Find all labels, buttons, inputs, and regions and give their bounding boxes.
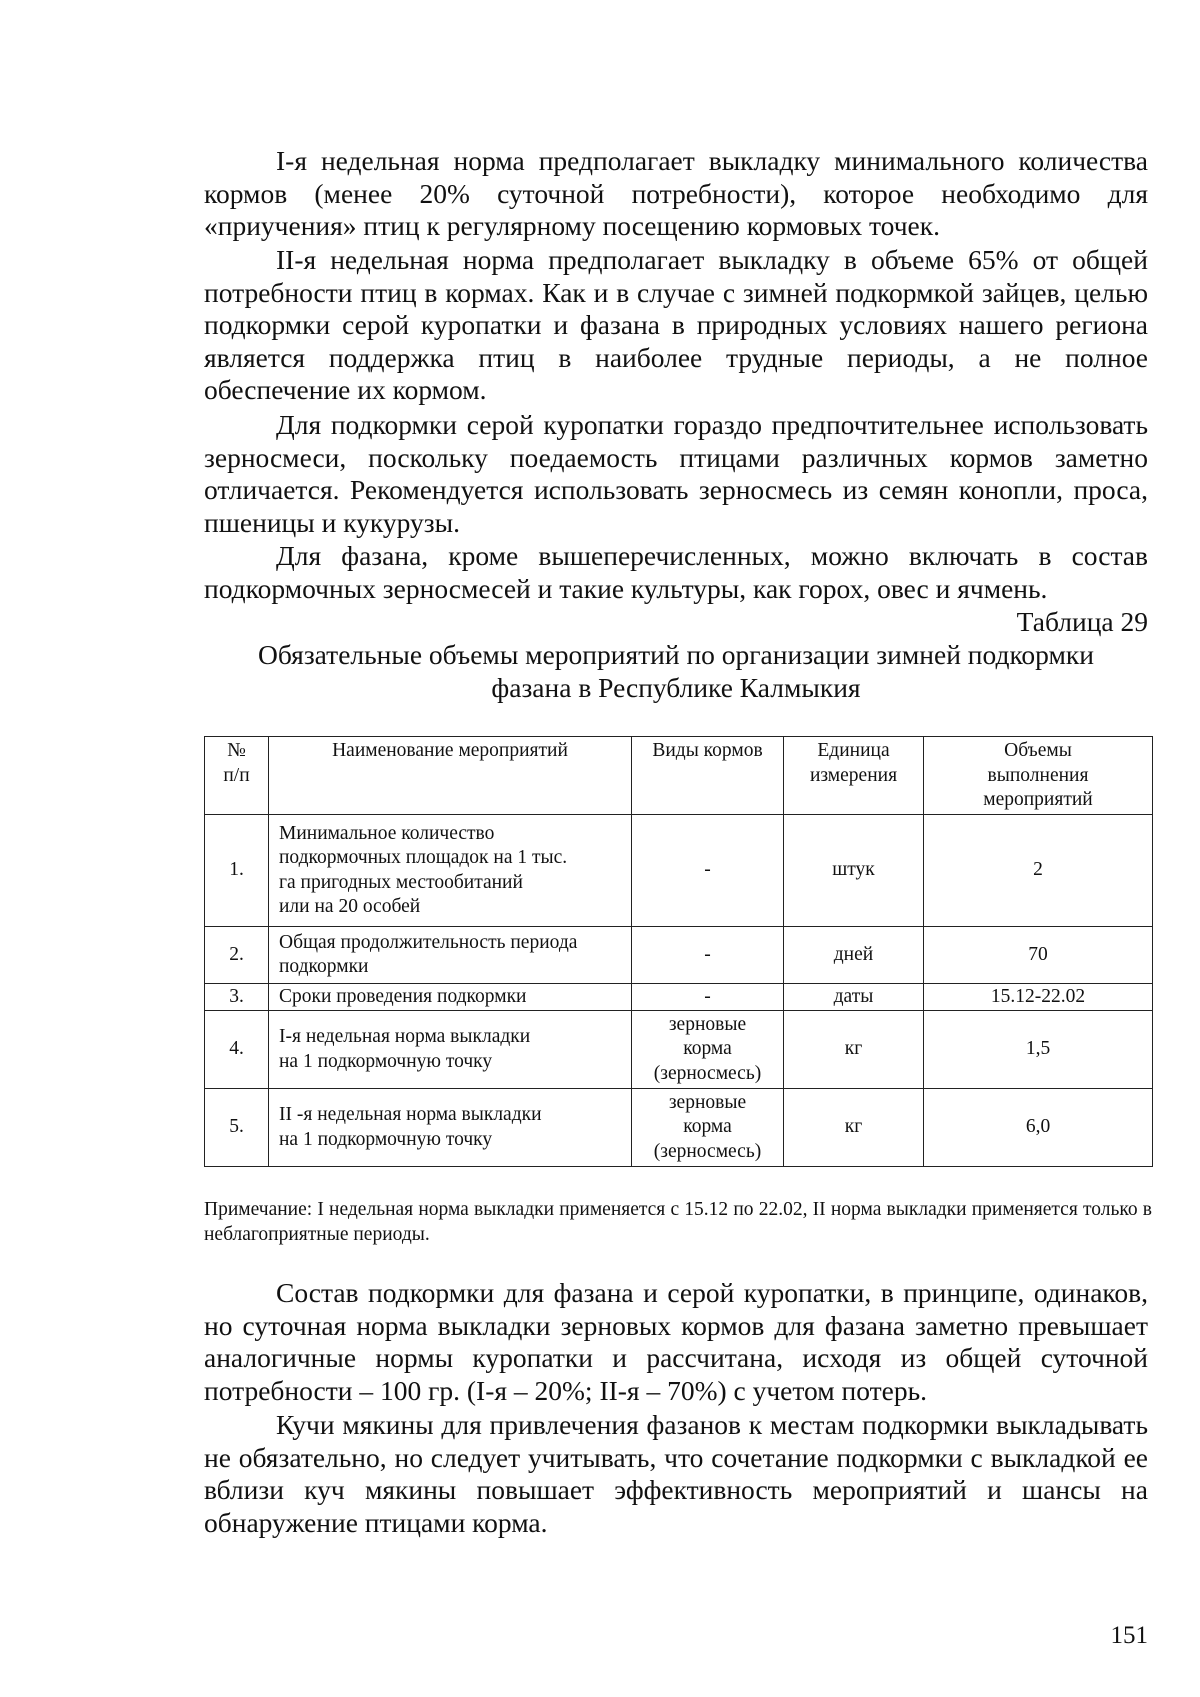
paragraph-chaff-piles: Кучи мякины для привлечения фазанов к местам подкормки выкладывать не обязательно, но следует учитывать, что сочетание подкормки с выкладкой ее вблизи куч мякины повышает эффективность мероприятий и шансы на обнаружение птицами корма. bbox=[204, 1409, 1148, 1538]
row-activity-name: I-я недельная норма выкладки на 1 подкормочную точку bbox=[269, 1011, 632, 1089]
row-volume: 6,0 bbox=[924, 1089, 1153, 1167]
table-row bbox=[205, 1011, 1153, 1089]
paragraph-second-week-norm: II-я недельная норма предполагает выкладку в объеме 65% от общей потребности птиц в кормах. Как и в случае с зимней подкормкой зайцев, целью подкормки серой куропатки и фазана в природных условиях нашего региона является поддержка птиц в наиболее трудные периоды, а не полное обеспечение их кормом. bbox=[204, 244, 1148, 406]
row-feed-type: зерновые корма (зерносмесь) bbox=[632, 1011, 784, 1089]
table-row bbox=[205, 927, 1153, 984]
paragraph-partridge-grain-mix: Для подкормки серой куропатки гораздо предпочтительнее использовать зерносмеси, поскольку поедаемость птицами различных кормов заметно отличается. Рекомендуется использовать зерносмесь из семян конопли, проса, пшеницы и кукурузы. bbox=[204, 409, 1148, 538]
row-number: 3. bbox=[205, 984, 269, 1011]
row-number: 1. bbox=[205, 815, 269, 927]
table-title-line: Обязательные объемы мероприятий по организации зимней подкормки bbox=[258, 639, 1094, 670]
page-number: 151 bbox=[1110, 1622, 1148, 1649]
row-unit: штук bbox=[784, 815, 924, 927]
row-volume: 2 bbox=[924, 815, 1153, 927]
row-volume: 1,5 bbox=[924, 1011, 1153, 1089]
table-row bbox=[205, 1089, 1153, 1167]
row-number: 4. bbox=[205, 1011, 269, 1089]
row-activity-name: Сроки проведения подкормки bbox=[269, 984, 632, 1011]
row-unit: кг bbox=[784, 1089, 924, 1167]
row-activity-name: II -я недельная норма выкладки на 1 подкормочную точку bbox=[269, 1089, 632, 1167]
table-note: Примечание: I недельная норма выкладки применяется с 15.12 по 22.02, II норма выкладки применяется только в неблагоприятные периоды. bbox=[204, 1199, 1152, 1245]
feeding-volumes-table bbox=[204, 736, 1153, 1167]
table-row bbox=[205, 984, 1153, 1011]
row-unit: дней bbox=[784, 927, 924, 984]
row-feed-type: зерновые корма (зерносмесь) bbox=[632, 1089, 784, 1167]
row-volume: 70 bbox=[924, 927, 1153, 984]
row-feed-type: - bbox=[632, 927, 784, 984]
paragraph-pheasant-crops: Для фазана, кроме вышеперечисленных, можно включать в состав подкормочных зерносмесей и такие культуры, как горох, овес и ячмень. bbox=[204, 540, 1148, 604]
row-unit: кг bbox=[784, 1011, 924, 1089]
header-volume: Объемы выполнения мероприятий bbox=[924, 737, 1153, 815]
header-feed-type: Виды кормов bbox=[632, 737, 784, 815]
row-number: 2. bbox=[205, 927, 269, 984]
table-row bbox=[205, 815, 1153, 927]
header-number: № п/п bbox=[205, 737, 269, 815]
row-feed-type: - bbox=[632, 815, 784, 927]
row-number: 5. bbox=[205, 1089, 269, 1167]
table-title-line: фазана в Республике Калмыкия bbox=[491, 672, 861, 703]
header-activity-name: Наименование мероприятий bbox=[269, 737, 632, 815]
row-activity-name: Минимальное количество подкормочных площадок на 1 тыс. га пригодных местообитаний или на 20 особей bbox=[269, 815, 632, 927]
row-volume: 15.12-22.02 bbox=[924, 984, 1153, 1011]
paragraph-first-week-norm: I-я недельная норма предполагает выкладку минимального количества кормов (менее 20% суточной потребности), которое необходимо для «приучения» птиц к регулярному посещению кормовых точек. bbox=[204, 145, 1148, 242]
header-unit: Единица измерения bbox=[784, 737, 924, 815]
row-unit: даты bbox=[784, 984, 924, 1011]
paragraph-feed-composition: Состав подкормки для фазана и серой куропатки, в принципе, одинаков, но суточная норма выкладки зерновых кормов для фазана заметно превышает аналогичные нормы куропатки и рассчитана, исходя из общей суточной потребности – 100 гр. (I-я – 20%; II-я – 70%) с учетом потерь. bbox=[204, 1277, 1148, 1406]
row-feed-type: - bbox=[632, 984, 784, 1011]
table-label: Таблица 29 bbox=[1016, 606, 1148, 637]
table-header-row bbox=[205, 737, 1153, 815]
table-title bbox=[204, 638, 1148, 704]
row-activity-name: Общая продолжительность периода подкормки bbox=[269, 927, 632, 984]
